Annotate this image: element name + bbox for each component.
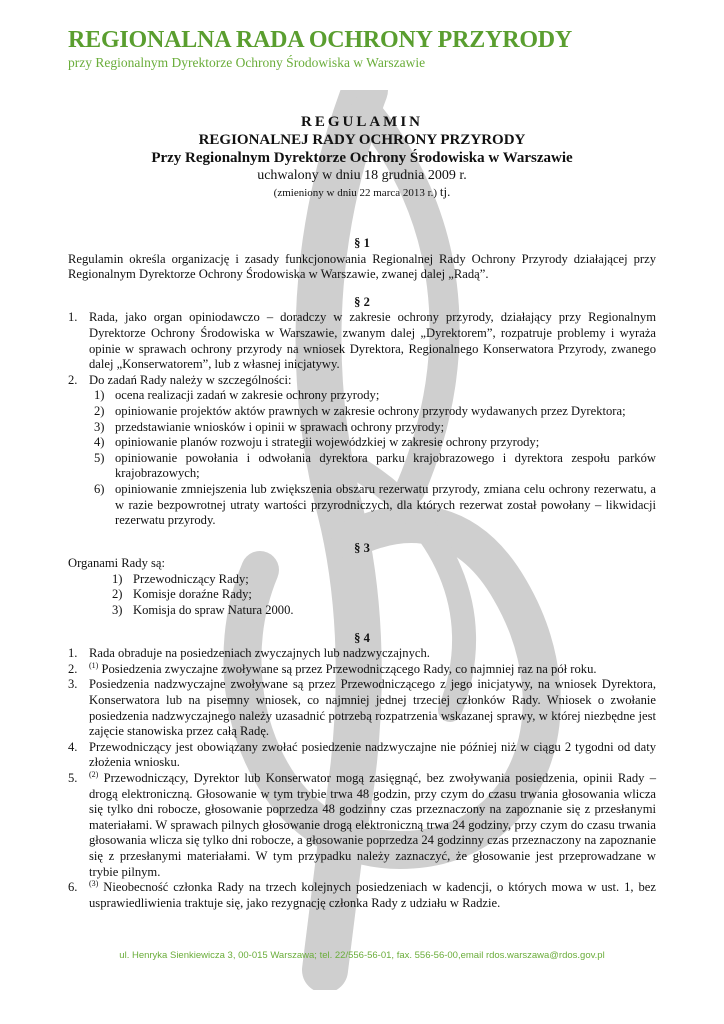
- amendment-date: [68, 184, 656, 201]
- list-item: [68, 771, 656, 880]
- section-4-heading: § 4: [354, 630, 370, 645]
- item-text: Do zadań Rady należy w szczególności:: [89, 372, 292, 387]
- item-body: Przewodniczący jest obowiązany zwołać posiedzenie nadzwyczajne nie później niż w ciągu 2 tygodni od daty złożenia wniosku.: [89, 739, 656, 770]
- letterhead: [68, 26, 688, 71]
- item-text: Rada, jako organ opiniodawczo – doradczy w zakresie ochrony przyrody, działający przy Regionalnym Dyrektorze Ochrony Środowiska w Warszawie, zwanym dalej „Dyrektorem”, rozpatruje problemy i wyraża opinie w sprawach ochrony przyrody na wniosek Dyrektora, Regionalnego Konserwatora Przyrody, zwanego dalej „Konserwatorem”, lub z własnej inicjatywy.: [89, 310, 656, 372]
- item-number: 6): [94, 481, 105, 496]
- document-title-line-3: Przy Regionalnym Dyrektorze Ochrony Środowiska w Warszawie: [151, 150, 573, 166]
- item-number: 1.: [68, 646, 78, 661]
- item-number: 5): [94, 450, 105, 465]
- item-number: 4.: [68, 739, 78, 754]
- item-number: 5.: [68, 771, 78, 785]
- item-body: Rada obraduje na posiedzeniach zwyczajnych lub nadzwyczajnych.: [89, 646, 430, 661]
- list-item: [68, 435, 656, 451]
- item-number: 2.: [68, 372, 78, 387]
- item-text: [89, 771, 656, 880]
- org-subtitle: przy Regionalnym Dyrektorze Ochrony Środowiska w Warszawie: [68, 55, 426, 70]
- item-number: 6.: [68, 880, 78, 895]
- item-text: opiniowanie projektów aktów prawnych w zakresie ochrony przyrody wydawanych przez Dyrektora;: [115, 403, 626, 418]
- section-3-intro: Organami Rady są:: [68, 556, 165, 571]
- org-title: REGIONALNA RADA OCHRONY PRZYRODY: [68, 27, 573, 53]
- section-2-heading: § 2: [354, 294, 370, 309]
- item-text: opiniowanie planów rozwoju i strategii wojewódzkiej w zakresie ochrony przyrody;: [115, 435, 540, 450]
- amendment-suffix: tj.: [439, 184, 451, 199]
- list-item: [68, 482, 656, 529]
- item-number: 1.: [68, 310, 78, 325]
- item-number: 3): [112, 603, 123, 618]
- item-number: 2): [112, 587, 123, 602]
- item-body: Posiedzenia nadzwyczajne zwoływane są przez Przewodniczącego z jego inicjatywy, na wniosek Dyrektora, Konserwatora lub na pisemny wniosek, co najmniej jednej trzeciej członków Rady. Wniosek o zwołanie posiedzenia nadzwyczajnego należy uzasadnić potrzebą rozpatrzenia wskazanej sprawy, w której niezbędne jest zajęcie stanowiska przez całą Radę.: [89, 677, 656, 739]
- list-item: [68, 677, 656, 739]
- item-number: 2): [94, 403, 105, 418]
- item-text: opiniowanie powołania i odwołania dyrektora parku krajobrazowego i dyrektora zespołu parków krajobrazowych;: [115, 450, 656, 481]
- item-text: [89, 662, 656, 678]
- item-text: opiniowanie zmniejszenia lub zwiększenia obszaru rezerwatu przyrody, zmiana celu ochrony rezerwatu, a w razie bezpowrotnej utraty wartości przyrodniczych, dla których rezerwat został powołany – likwidacji rezerwatu przyrody.: [115, 481, 656, 528]
- item-body: Nieobecność członka Rady na trzech kolejnych posiedzeniach w kadencji, o których mowa w ust. 1, bez usprawiedliwienia traktuje się, jako rezygnację członka Rady z udziału w Radzie.: [89, 880, 656, 910]
- item-text: Komisje doraźne Rady;: [133, 587, 252, 602]
- list-item: [68, 880, 656, 911]
- list-item: [68, 420, 656, 436]
- section-3-heading: § 3: [354, 540, 370, 555]
- list-item: [68, 404, 656, 420]
- item-number: 1): [94, 388, 105, 403]
- item-text: [89, 880, 656, 911]
- item-number: 1): [112, 571, 123, 586]
- item-text: Komisja do spraw Natura 2000.: [133, 603, 294, 618]
- item-text: przedstawianie wniosków i opinii w sprawach ochrony przyrody;: [115, 419, 445, 434]
- item-text: Przewodniczący Rady;: [133, 571, 249, 586]
- list-item: [68, 587, 656, 603]
- item-number: 4): [94, 435, 105, 450]
- item-body: Posiedzenia zwyczajne zwoływane są przez Przewodniczącego Rady, co najmniej raz na pół roku.: [101, 661, 597, 676]
- section-1-text: Regulamin określa organizację i zasady funkcjonowania Regionalnej Rady Ochrony Przyrody działającej przy Regionalnym Dyrektorze Ochrony Środowiska w Warszawie, zwanej dalej „Radą”.: [68, 251, 656, 282]
- list-item: [68, 572, 656, 588]
- list-item: [68, 451, 656, 482]
- item-text: [89, 646, 656, 662]
- list-item: [68, 646, 656, 662]
- item-text: [89, 677, 656, 739]
- footer-contact: ul. Henryka Sienkiewicza 3, 00-015 Warszawa; tel. 22/556-56-01, fax. 556-56-00,email rdos.warszawa@rdos.gov.pl: [119, 950, 605, 961]
- document-title: REGULAMIN: [300, 114, 423, 130]
- item-body: Przewodniczący, Dyrektor lub Konserwator mogą zasięgnąć, bez zwoływania posiedzenia, opinii Rady – drogą elektroniczną. Głosowanie w tym trybie trwa 48 godzin, przy czym do czasu trwania głosowania wlicza się tylko dni robocze, głosowanie poprzedza 48 godzinny czas przeznaczony na zapoznanie się z przesłanymi materiałami. W sprawach pilnych głosowanie drogą elektroniczną trwa 24 godziny, przy czym do czasu trwania głosowania wlicza się tylko dni robocze, a głosowanie poprzedza 24 godzinny czas przeznaczony na zapoznanie się z przesłanymi materiałami. W tym przypadku należy zaznaczyć, że głosowanie jest przeprowadzane w trybie pilnym.: [89, 771, 656, 879]
- list-item: [68, 603, 656, 619]
- footnote-marker: (2): [89, 769, 99, 779]
- list-item: [68, 662, 656, 678]
- footnote-marker: (1): [89, 660, 99, 670]
- list-item: [68, 740, 656, 771]
- item-text: ocena realizacji zadań w zakresie ochrony przyrody;: [115, 388, 380, 403]
- document-body: [68, 236, 656, 911]
- section-1-heading: § 1: [354, 236, 370, 250]
- list-item: [68, 388, 656, 404]
- footnote-marker: (3): [89, 878, 99, 888]
- item-number: 3.: [68, 677, 78, 692]
- list-item: [68, 310, 656, 372]
- item-text: [89, 740, 656, 771]
- amendment-text: (zmieniony w dniu 22 marca 2013 r.): [273, 187, 438, 199]
- list-item: [68, 373, 656, 389]
- item-number: 3): [94, 419, 105, 434]
- document-title-block: [68, 113, 656, 201]
- item-number: 2.: [68, 661, 78, 676]
- adoption-date: uchwalony w dniu 18 grudnia 2009 r.: [257, 168, 467, 183]
- document-title-line-2: REGIONALNEJ RADY OCHRONY PRZYRODY: [198, 132, 526, 148]
